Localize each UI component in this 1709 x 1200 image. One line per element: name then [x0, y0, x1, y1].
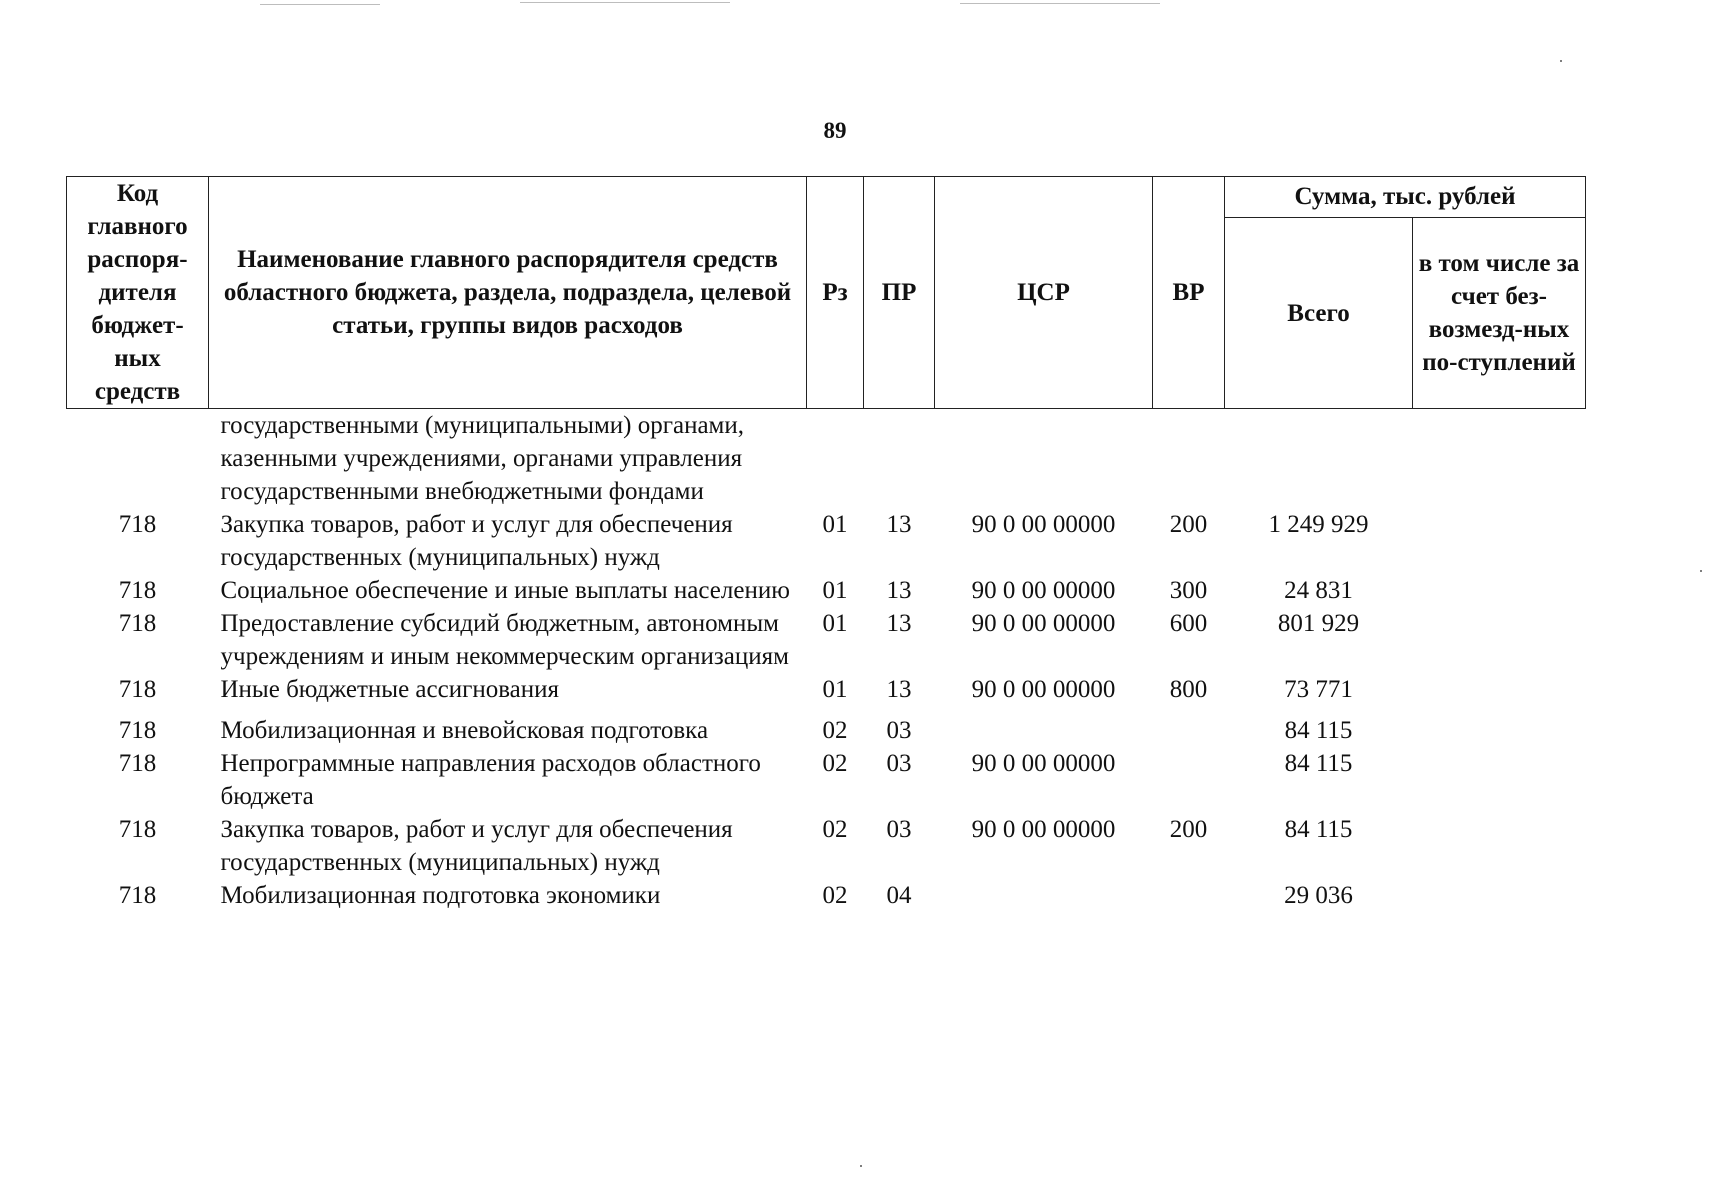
cell-code: 718	[118, 511, 157, 538]
cell-total: 1 249 929	[1268, 511, 1369, 538]
table-row	[67, 607, 1586, 673]
cell-code: 718	[118, 816, 157, 843]
table-header	[67, 177, 1586, 409]
table-row	[67, 508, 1586, 574]
cell-pr: 13	[886, 511, 912, 538]
cell-vr: 600	[1169, 610, 1208, 637]
cell-name: Социальное обеспечение и иные выплаты населению	[220, 577, 790, 604]
cell-rz: 01	[822, 577, 848, 604]
cell-vr	[1153, 747, 1225, 813]
cell-pr: 13	[886, 676, 912, 703]
cell-csr: 90 0 00 00000	[971, 676, 1116, 703]
cell-free	[1413, 879, 1586, 912]
cell-vr	[1153, 879, 1225, 912]
cell-total: 73 771	[1284, 676, 1353, 703]
cell-code: 718	[118, 610, 157, 637]
cell-total: 24 831	[1284, 577, 1353, 604]
cell-pr: 03	[886, 816, 912, 843]
table-body	[67, 409, 1586, 913]
cell-code: 718	[118, 577, 157, 604]
cell-vr	[1153, 714, 1225, 747]
cell-free	[1413, 813, 1586, 879]
cell-total: 84 115	[1284, 717, 1353, 744]
cell-rz: 02	[822, 882, 848, 909]
cell-rz: 02	[822, 717, 848, 744]
table-row	[67, 574, 1586, 607]
cell-pr: 04	[886, 882, 912, 909]
cell-rz: 01	[822, 511, 848, 538]
cell-free	[1413, 574, 1586, 607]
cell-total: 84 115	[1284, 816, 1353, 843]
cell-code: 718	[118, 750, 157, 777]
cell-vr: 300	[1169, 577, 1208, 604]
cell-name: Предоставление субсидий бюджетным, автономным учреждениям и иным некоммерческим организациям	[220, 610, 789, 670]
scan-artifact-dot	[860, 1165, 862, 1167]
header-name: Наименование главного распорядителя средств областного бюджета, раздела, подраздела, целевой статьи, группы видов расходов	[209, 177, 807, 409]
cell-csr: 90 0 00 00000	[971, 577, 1116, 604]
cell-name: Закупка товаров, работ и услуг для обеспечения государственных (муниципальных) нужд	[220, 511, 733, 571]
cell-code: 718	[118, 717, 157, 744]
cell-csr: 90 0 00 00000	[971, 610, 1116, 637]
cell-vr: 200	[1169, 816, 1208, 843]
cell-csr	[935, 714, 1153, 747]
cell-free	[1413, 673, 1586, 706]
header-rz: Рз	[807, 177, 864, 409]
scan-artifact-line	[260, 4, 380, 5]
cell-total: 801 929	[1277, 610, 1360, 637]
cell-csr	[935, 879, 1153, 912]
cell-free	[1413, 607, 1586, 673]
header-csr: ЦСР	[935, 177, 1153, 409]
cell-pr: 13	[886, 577, 912, 604]
header-pr: ПР	[864, 177, 935, 409]
cell-free	[1413, 747, 1586, 813]
page-number: 89	[823, 118, 847, 143]
cell-code: 718	[118, 676, 157, 703]
cell-pr: 13	[886, 610, 912, 637]
budget-table	[66, 176, 1586, 912]
cell-pr: 03	[886, 717, 912, 744]
cell-total: 84 115	[1284, 750, 1353, 777]
scan-artifact-dot	[1560, 60, 1562, 62]
row-spacer	[67, 706, 1586, 714]
cell-rz: 02	[822, 750, 848, 777]
scan-artifact-line	[960, 3, 1160, 4]
cell-name: Мобилизационная подготовка экономики	[220, 882, 661, 909]
table-row	[67, 673, 1586, 706]
cell-name: Иные бюджетные ассигнования	[220, 676, 560, 703]
table-row	[67, 813, 1586, 879]
cell-csr: 90 0 00 00000	[971, 816, 1116, 843]
cell-csr: 90 0 00 00000	[971, 511, 1116, 538]
cell-code: 718	[118, 882, 157, 909]
cell-vr: 800	[1169, 676, 1208, 703]
cell-total: 29 036	[1284, 882, 1353, 909]
header-free: в том числе за счет без-возмезд-ных по-ступлений	[1413, 218, 1586, 409]
table-row	[67, 879, 1586, 912]
cell-free	[1413, 714, 1586, 747]
table-row	[67, 714, 1586, 747]
scan-artifact-line	[520, 2, 730, 3]
scan-artifact-dot	[1700, 570, 1702, 572]
table-row-continuation	[67, 409, 1586, 509]
cell-vr: 200	[1169, 511, 1208, 538]
header-total: Всего	[1225, 218, 1413, 409]
header-sum-group: Сумма, тыс. рублей	[1225, 177, 1586, 218]
header-code: Код главного распоря-дителя бюджет-ных средств	[67, 177, 209, 409]
cell-csr: 90 0 00 00000	[971, 750, 1116, 777]
cell-name: Непрограммные направления расходов областного бюджета	[220, 750, 761, 810]
header-vr: ВР	[1153, 177, 1225, 409]
cell-name: Мобилизационная и вневойсковая подготовка	[220, 717, 709, 744]
cell-rz: 01	[822, 676, 848, 703]
cell-rz: 02	[822, 816, 848, 843]
cell-pr: 03	[886, 750, 912, 777]
cell-free	[1413, 508, 1586, 574]
cell-rz: 01	[822, 610, 848, 637]
cell-name: Закупка товаров, работ и услуг для обеспечения государственных (муниципальных) нужд	[220, 816, 733, 876]
table-row	[67, 747, 1586, 813]
continuation-text: государственными (муниципальными) органами, казенными учреждениями, органами управления государственными внебюджетными фондами	[220, 412, 744, 505]
